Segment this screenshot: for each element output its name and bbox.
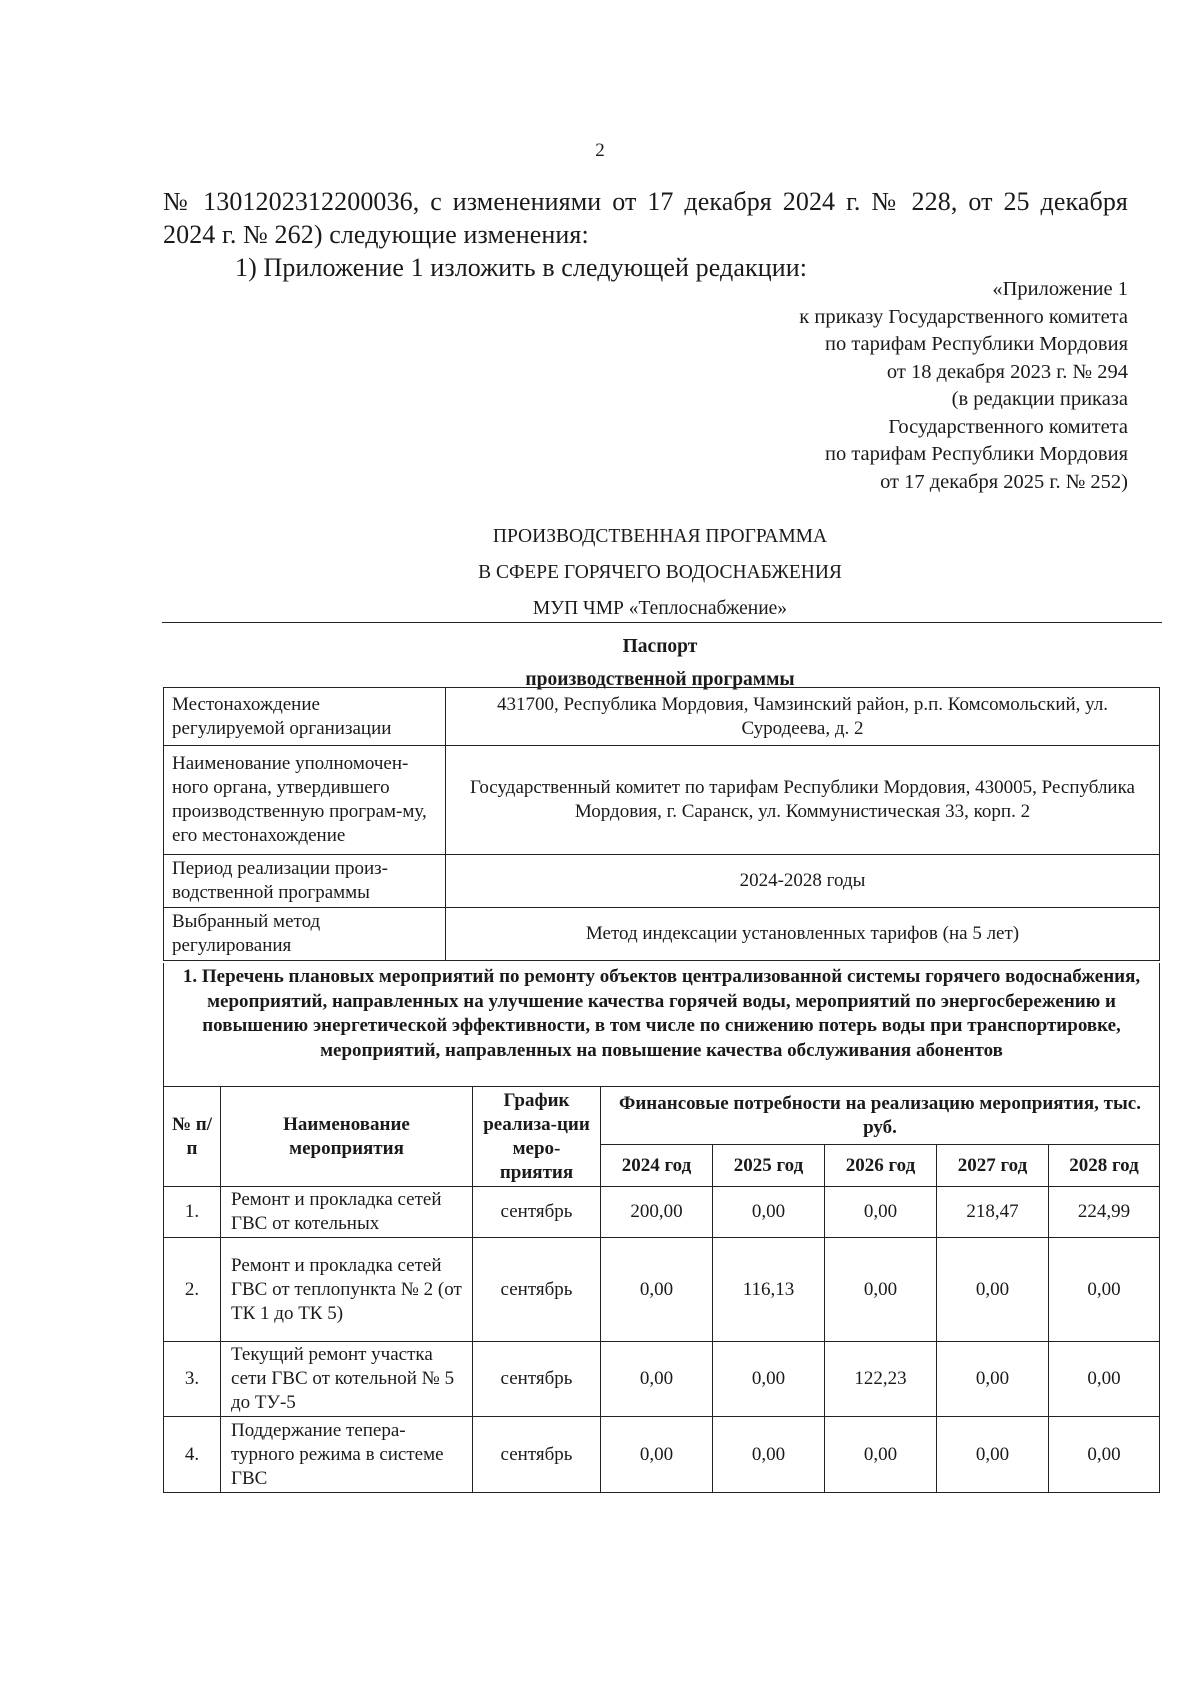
row-value: 224,99	[1049, 1187, 1160, 1238]
row-value: 0,00	[713, 1342, 825, 1417]
header-schedule: График реализа-ции меро-приятия	[473, 1087, 601, 1187]
passport-value: Государственный комитет по тарифам Республики Мордовия, 430005, Республика Мордовия, г. Саранск, ул. Коммунистическая 33, корп. 2	[446, 746, 1160, 855]
header-year: 2026 год	[825, 1145, 937, 1187]
page-number: 2	[595, 140, 605, 161]
passport-value: Метод индексации установленных тарифов (на 5 лет)	[446, 908, 1160, 961]
passport-table	[163, 687, 1160, 961]
row-value: 218,47	[937, 1187, 1049, 1238]
appendix-line: к приказу Государственного комитета	[799, 305, 1128, 328]
row-value: 0,00	[1049, 1238, 1160, 1342]
row-value: 0,00	[825, 1238, 937, 1342]
row-value: 0,00	[937, 1238, 1049, 1342]
intro-line-3: 1) Приложение 1 изложить в следующей редакции:	[235, 253, 808, 282]
passport-value: 431700, Республика Мордовия, Чамзинский район, р.п. Комсомольский, ул. Суродеева, д. 2	[446, 688, 1160, 746]
table-row	[164, 1417, 1160, 1493]
row-name: Поддержание тепера-турного режима в системе ГВС	[221, 1417, 473, 1493]
row-value: 0,00	[937, 1342, 1049, 1417]
row-value: 0,00	[825, 1417, 937, 1493]
passport-heading: Паспорт	[622, 636, 698, 657]
passport-label: Период реализации произ-водственной программы	[164, 855, 446, 908]
appendix-line: Государственного комитета	[888, 415, 1128, 438]
table-row	[164, 746, 1160, 855]
appendix-reference	[799, 276, 1128, 496]
title-rule	[162, 622, 1162, 623]
appendix-line: от 18 декабря 2023 г. № 294	[886, 360, 1128, 383]
header-year: 2025 год	[713, 1145, 825, 1187]
program-title-line-2: В СФЕРЕ ГОРЯЧЕГО ВОДОСНАБЖЕНИЯ	[478, 562, 842, 583]
row-value: 0,00	[601, 1417, 713, 1493]
table-row	[164, 1342, 1160, 1417]
passport-subheading: производственной программы	[525, 669, 795, 690]
passport-label: Местонахождение регулируемой организации	[164, 688, 446, 746]
appendix-line: от 17 декабря 2025 г. № 252)	[880, 470, 1128, 493]
row-num: 2.	[164, 1238, 221, 1342]
row-num: 3.	[164, 1342, 221, 1417]
row-value: 122,23	[825, 1342, 937, 1417]
appendix-line: по тарифам Республики Мордовия	[824, 333, 1128, 355]
row-value: 0,00	[713, 1187, 825, 1238]
table-row	[164, 1238, 1160, 1342]
passport-label: Наименование уполномочен-ного органа, утвердившего производственную програм-му, его местонахождение	[164, 746, 446, 855]
header-name: Наименование мероприятия	[221, 1087, 473, 1187]
row-name: Ремонт и прокладка сетей ГВС от котельных	[221, 1187, 473, 1238]
organization-name: МУП ЧМР «Теплоснабжение»	[532, 598, 788, 619]
intro-line-1: № 1301202312200036, с изменениями от 17 декабря 2024 г. № 228, от 25 декабря	[163, 187, 1128, 216]
row-name: Текущий ремонт участка сети ГВС от котельной № 5 до ТУ-5	[221, 1342, 473, 1417]
appendix-line: «Приложение 1	[992, 278, 1128, 300]
row-name: Ремонт и прокладка сетей ГВС от теплопункта № 2 (от ТК 1 до ТК 5)	[221, 1238, 473, 1342]
appendix-line: по тарифам Республики Мордовия	[824, 443, 1128, 465]
header-year: 2028 год	[1049, 1145, 1160, 1187]
row-value: 0,00	[713, 1417, 825, 1493]
row-schedule: сентябрь	[473, 1238, 601, 1342]
row-value: 0,00	[601, 1238, 713, 1342]
header-year: 2027 год	[937, 1145, 1049, 1187]
table-row	[164, 1187, 1160, 1238]
row-value: 200,00	[601, 1187, 713, 1238]
program-title-line-1: ПРОИЗВОДСТВЕННАЯ ПРОГРАММА	[492, 526, 828, 547]
table-row	[164, 855, 1160, 908]
passport-label: Выбранный метод регулирования	[164, 908, 446, 961]
table-row	[164, 688, 1160, 746]
row-schedule: сентябрь	[473, 1417, 601, 1493]
measures-table	[163, 1086, 1160, 1493]
table-header-row	[164, 1087, 1160, 1145]
intro-line-2: 2024 г. № 262) следующие изменения:	[163, 220, 589, 249]
row-value: 0,00	[1049, 1417, 1160, 1493]
row-schedule: сентябрь	[473, 1342, 601, 1417]
passport-value: 2024-2028 годы	[446, 855, 1160, 908]
header-num: № п/п	[164, 1087, 221, 1187]
row-value: 0,00	[1049, 1342, 1160, 1417]
row-value: 0,00	[937, 1417, 1049, 1493]
row-value: 116,13	[713, 1238, 825, 1342]
row-num: 1.	[164, 1187, 221, 1238]
row-value: 0,00	[601, 1342, 713, 1417]
row-value: 0,00	[825, 1187, 937, 1238]
section-1-title: 1. Перечень плановых мероприятий по ремонту объектов централизованной системы горячего водоснабжения, мероприятий, направленных на улучшение качества горячей воды, мероприятий по энергосбережению и повышению энергетической эффективности, в том числе по снижению потерь воды при транспортировке, мероприятий, направленных на повышение качества обслуживания абонентов	[163, 963, 1160, 1086]
header-finance: Финансовые потребности на реализацию мероприятия, тыс. руб.	[601, 1087, 1160, 1145]
intro-text	[163, 185, 1128, 284]
row-schedule: сентябрь	[473, 1187, 601, 1238]
table-row	[164, 908, 1160, 961]
row-num: 4.	[164, 1417, 221, 1493]
appendix-line: (в редакции приказа	[951, 388, 1128, 410]
header-year: 2024 год	[601, 1145, 713, 1187]
